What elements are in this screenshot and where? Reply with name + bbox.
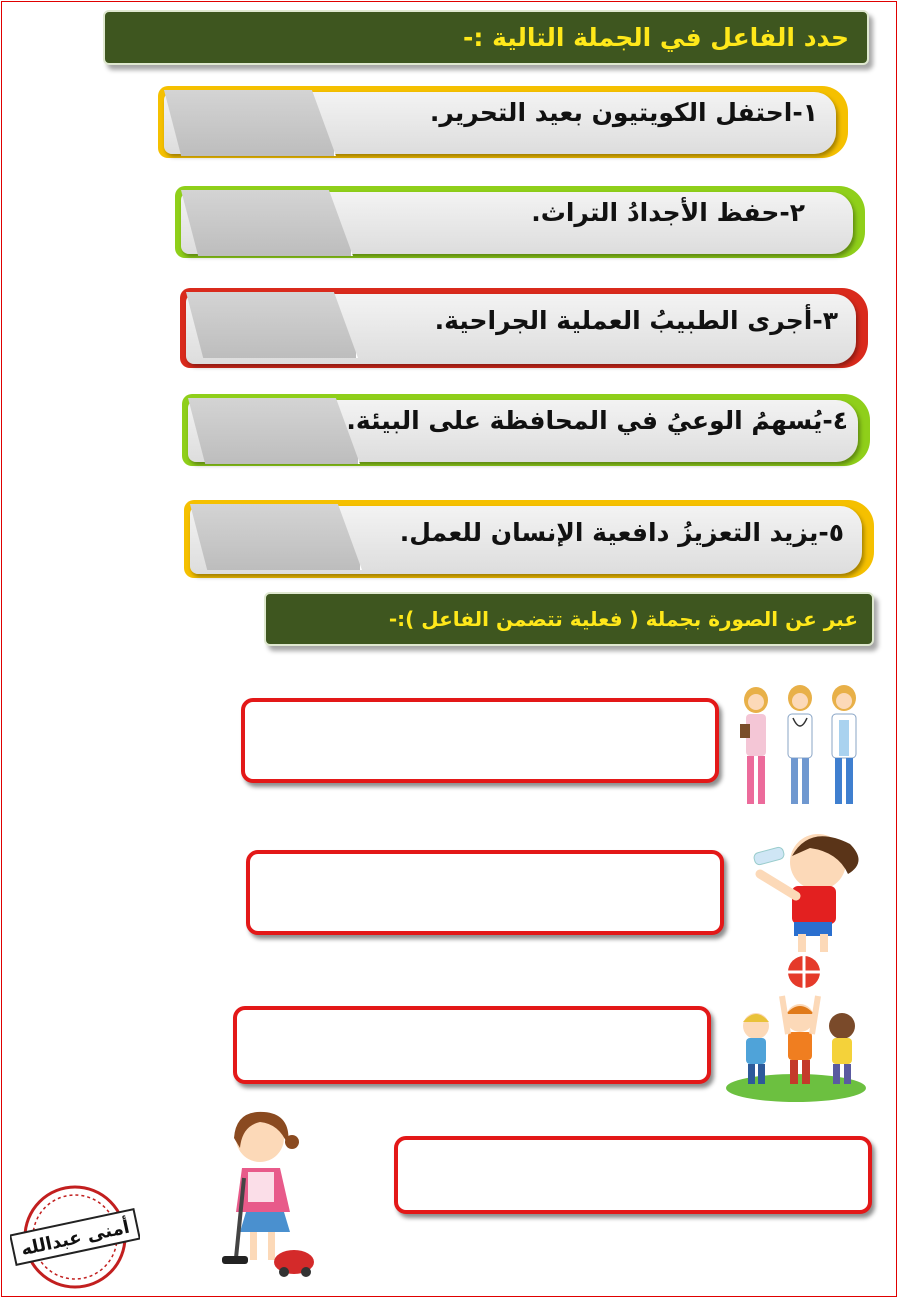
section2-title <box>264 592 874 646</box>
answer-tab-2[interactable] <box>181 190 353 256</box>
answer-box-4[interactable] <box>394 1136 872 1214</box>
sentence-item-4 <box>182 394 870 466</box>
sentence-item-5 <box>184 500 874 578</box>
answer-tab-5[interactable] <box>190 504 362 570</box>
boy-drinking-water-icon <box>750 826 875 956</box>
sentence-text-3: ٣-أجرى الطبيبُ العملية الجراحية. <box>434 306 838 335</box>
sentence-item-1 <box>158 86 848 158</box>
answer-box-2[interactable] <box>246 850 724 935</box>
sentence-item-3 <box>180 288 868 368</box>
stamp-seal <box>10 1182 140 1292</box>
section1-title <box>103 10 869 65</box>
sentence-text-2: ٢-حفظ الأجدادُ التراث. <box>531 198 805 227</box>
sentence-text-4: ٤-يُسهمُ الوعيُ في المحافظة على البيئة. <box>346 406 848 435</box>
answer-box-1[interactable] <box>241 698 719 783</box>
stamp-text: أمنى عبدالله <box>19 1216 132 1261</box>
answer-box-3[interactable] <box>233 1006 711 1084</box>
sentence-text-1: ١-احتفل الكويتيون بعيد التحرير. <box>429 98 818 127</box>
sentence-item-2 <box>175 186 865 258</box>
answer-tab-4[interactable] <box>188 398 360 464</box>
answer-tab-3[interactable] <box>186 292 358 358</box>
doctors-icon <box>738 684 868 812</box>
kids-playing-ball-icon <box>722 954 870 1104</box>
section2-title-text: عبر عن الصورة بجملة ( فعلية تتضمن الفاعل ):- <box>388 607 858 631</box>
answer-tab-1[interactable] <box>164 90 336 156</box>
girl-vacuuming-icon <box>218 1108 318 1280</box>
sentence-text-5: ٥-يزيد التعزيزُ دافعية الإنسان للعمل. <box>399 518 844 547</box>
section1-title-text: حدد الفاعل في الجملة التالية :- <box>463 23 849 52</box>
